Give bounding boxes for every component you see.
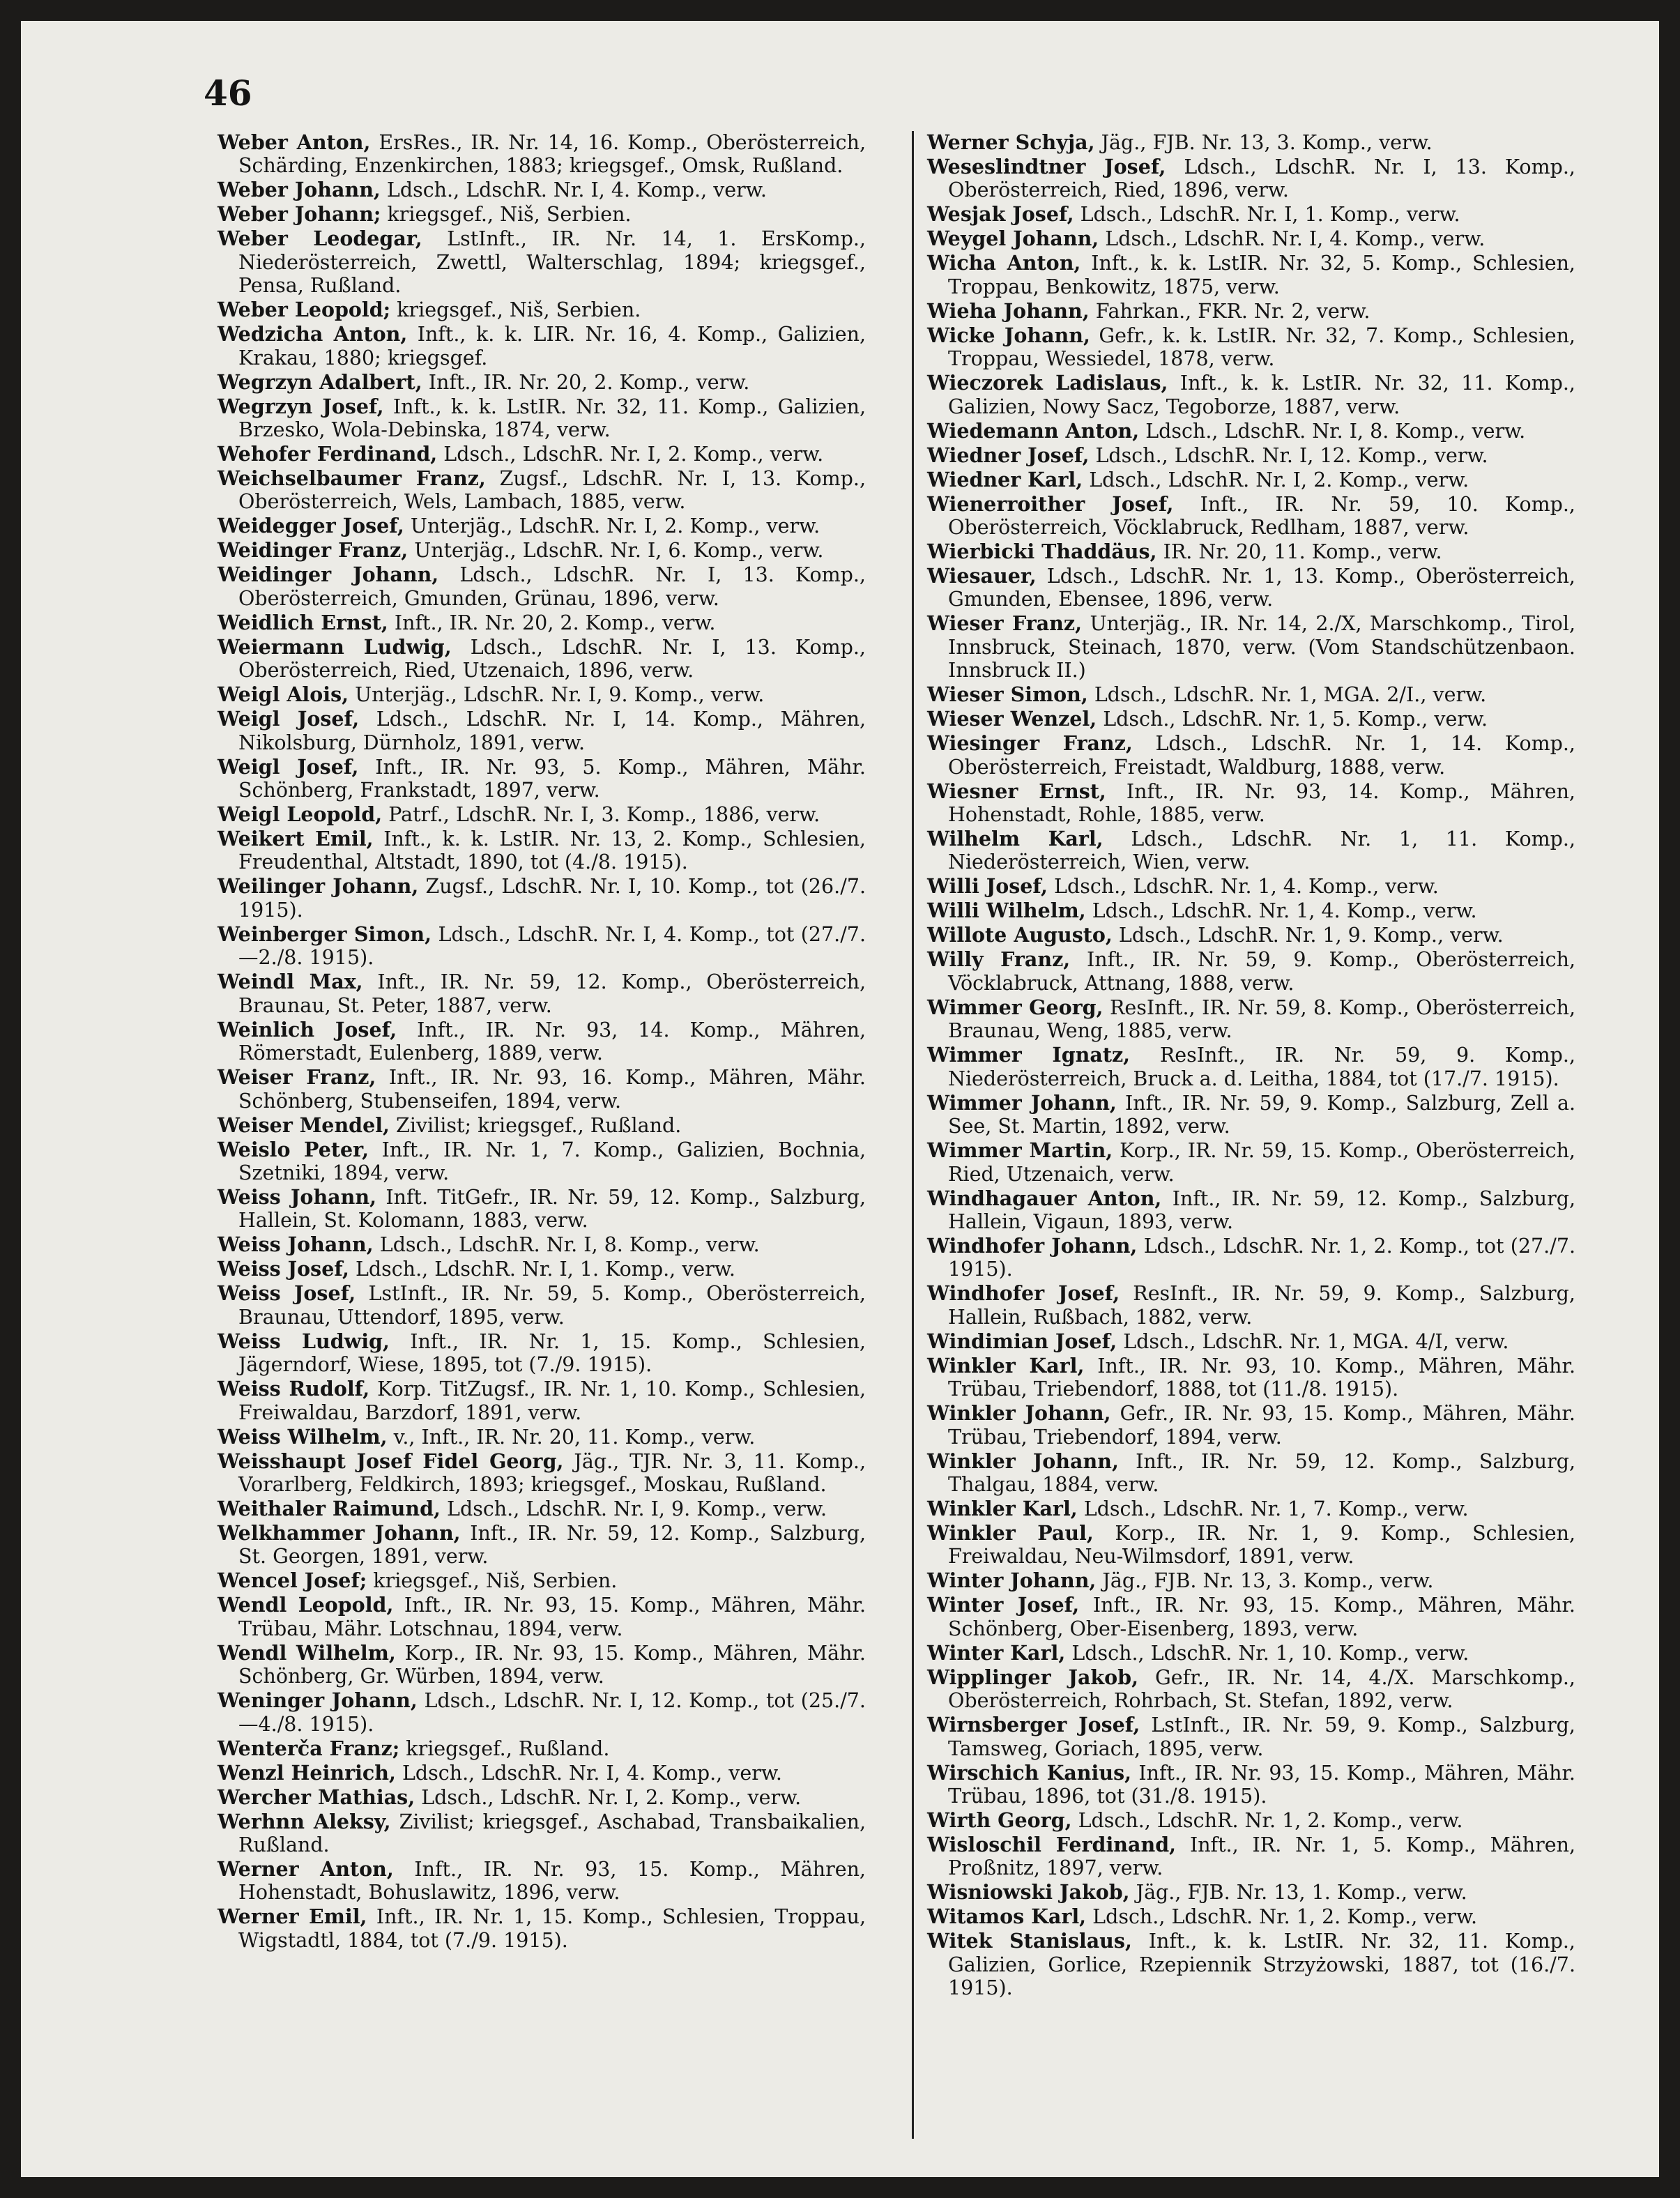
list-entry	[927, 468, 1575, 491]
list-entry	[927, 1714, 1575, 1760]
entry-name: Weigl Josef,	[217, 707, 360, 731]
entry-details: Ldsch., LdschR. Nr. I, 12. Komp., verw.	[1095, 443, 1488, 467]
entry-name: Weigl Leopold,	[217, 802, 383, 827]
list-entry	[217, 371, 866, 394]
entry-details: Korp., IR. Nr. 93, 15. Komp., Mähren, Mähr. Schönberg, Gr. Würben, 1894, verw.	[238, 1641, 866, 1688]
list-entry	[217, 178, 866, 201]
entry-details: Inft., IR. Nr. 93, 15. Komp., Mähren, Mähr. Trübau, 1896, tot (31./8. 1915).	[948, 1761, 1575, 1808]
list-entry	[217, 1569, 866, 1592]
list-entry	[217, 1258, 866, 1281]
entry-details: Korp., IR. Nr. 1, 9. Komp., Schlesien, Freiwaldau, Neu-Wilmsdorf, 1891, verw.	[948, 1521, 1576, 1569]
entry-name: Winkler Johann,	[927, 1401, 1111, 1426]
entry-name: Wenzl Heinrich,	[217, 1760, 396, 1785]
list-entry	[217, 923, 866, 970]
entry-details: ResInft., IR. Nr. 59, 8. Komp., Oberösterreich, Braunau, Weng, 1885, verw.	[948, 995, 1576, 1043]
entry-details: Inft. TitGefr., IR. Nr. 59, 12. Komp., Salzburg, Hallein, St. Kolomann, 1883, verw.	[238, 1185, 866, 1232]
entry-details: IR. Nr. 20, 11. Komp., verw.	[1163, 540, 1442, 564]
entry-details: Inft., IR. Nr. 93, 10. Komp., Mähren, Mähr. Trübau, Triebendorf, 1888, tot (11./8. 1915).	[948, 1354, 1575, 1401]
entry-details: Ldsch., LdschR. Nr. I, 13. Komp., Oberösterreich, Gmunden, Grünau, 1896, verw.	[238, 563, 866, 610]
list-entry	[927, 708, 1575, 731]
entry-name: Winter Johann,	[927, 1569, 1097, 1593]
list-entry	[217, 1737, 866, 1760]
list-entry	[927, 444, 1575, 467]
entry-name: Weiser Franz,	[217, 1065, 376, 1090]
entry-details: Zugsf., LdschR. Nr. I, 13. Komp., Oberösterreich, Wels, Lambach, 1885, verw.	[238, 467, 866, 514]
entry-details: Inft., IR. Nr. 1, 15. Komp., Schlesien, Troppau, Wigstadtl, 1884, tot (7./9. 1915).	[238, 1905, 866, 1952]
entry-name: Weidlich Ernst,	[217, 610, 388, 634]
list-entry	[217, 1138, 866, 1185]
entry-name: Winkler Karl,	[927, 1353, 1085, 1377]
entry-details: ResInft., IR. Nr. 59, 9. Komp., Niederösterreich, Bruck a. d. Leitha, 1884, tot (17./7. 1915).	[948, 1044, 1576, 1090]
entry-name: Willi Josef,	[927, 874, 1048, 899]
entry-details: Inft., IR. Nr. 59, 9. Komp., Salzburg, Zell a. See, St. Martin, 1892, verw.	[948, 1091, 1576, 1138]
left-column	[217, 131, 866, 1953]
list-entry	[927, 1881, 1575, 1904]
entry-details: Inft., IR. Nr. 20, 2. Komp., verw.	[428, 370, 750, 394]
list-entry	[927, 420, 1575, 443]
entry-details: Jäg., FJB. Nr. 13, 3. Komp., verw.	[1101, 131, 1433, 154]
entry-details: Ldsch., LdschR. Nr. I, 4. Komp., verw.	[1105, 227, 1486, 251]
list-entry	[217, 1426, 866, 1449]
list-entry	[217, 803, 866, 826]
list-entry	[927, 948, 1575, 995]
entry-name: Wiesner Ernst,	[927, 779, 1106, 803]
list-entry	[217, 827, 866, 874]
entry-details: kriegsgef., Niš, Serbien.	[373, 1569, 618, 1593]
list-entry	[217, 756, 866, 802]
entry-name: Wedzicha Anton,	[217, 322, 408, 346]
entry-details: Inft., IR. Nr. 59, 12. Komp., Salzburg, Hallein, Vigaun, 1893, verw.	[948, 1186, 1576, 1233]
entry-name: Windimian Josef,	[927, 1329, 1117, 1353]
list-entry	[217, 539, 866, 562]
entry-details: LstInft., IR. Nr. 59, 5. Komp., Oberösterreich, Braunau, Uttendorf, 1895, verw.	[238, 1282, 866, 1329]
entry-details: Inft., IR. Nr. 59, 12. Komp., Salzburg, St. Georgen, 1891, verw.	[238, 1521, 866, 1569]
entry-name: Wesjak Josef,	[927, 202, 1074, 227]
entry-name: Weber Leopold;	[217, 298, 391, 322]
entry-details: Fahrkan., FKR. Nr. 2, verw.	[1095, 299, 1370, 323]
entry-details: Inft., k. k. LstIR. Nr. 32, 11. Komp., Galizien, Brzesko, Wola-Debinska, 1874, verw.	[238, 395, 866, 442]
entry-details: Unterjäg., LdschR. Nr. I, 2. Komp., verw.	[410, 514, 820, 538]
entry-name: Weidinger Franz,	[217, 538, 408, 563]
list-entry	[927, 1092, 1575, 1138]
entry-name: Werner Anton,	[217, 1856, 394, 1881]
list-entry	[217, 203, 866, 226]
list-entry	[927, 155, 1575, 202]
list-entry	[217, 1377, 866, 1424]
entry-details: Inft., IR. Nr. 93, 15. Komp., Mähren, Mähr. Schönberg, Ober-Eisenberg, 1893, verw.	[948, 1594, 1575, 1640]
entry-details: Ldsch., LdschR. Nr. 1, 5. Komp., verw.	[1103, 708, 1488, 731]
entry-name: Weiser Mendel,	[217, 1113, 390, 1137]
entry-name: Wenterča Franz;	[217, 1736, 400, 1760]
entry-name: Wiesinger Franz,	[927, 731, 1133, 756]
entry-details: Ldsch., LdschR. Nr. I, 2. Komp., verw.	[443, 443, 824, 466]
entry-name: Weithaler Raimund,	[217, 1496, 441, 1520]
entry-name: Willote Augusto,	[927, 923, 1113, 947]
entry-name: Weindl Max,	[217, 970, 363, 994]
entry-details: Unterjäg., LdschR. Nr. I, 6. Komp., verw.	[414, 539, 824, 563]
list-entry	[927, 1282, 1575, 1329]
list-entry	[927, 203, 1575, 226]
entry-name: Weninger Johann,	[217, 1688, 418, 1713]
entry-details: Ldsch., LdschR. Nr. I, 1. Komp., verw.	[355, 1258, 735, 1281]
entry-details: Ldsch., LdschR. Nr. 1, 11. Komp., Niederösterreich, Wien, verw.	[948, 827, 1575, 874]
entry-name: Winkler Johann,	[927, 1449, 1119, 1473]
entry-details: Ldsch., LdschR. Nr. I, 13. Komp., Oberösterreich, Ried, Utzenaich, 1896, verw.	[238, 635, 866, 682]
list-entry	[217, 970, 866, 1017]
list-entry	[927, 1522, 1575, 1569]
entry-name: Wisniowski Jakob,	[927, 1880, 1130, 1905]
entry-details: ResInft., IR. Nr. 59, 9. Komp., Salzburg, Hallein, Rußbach, 1882, verw.	[948, 1282, 1575, 1329]
entry-name: Wilhelm Karl,	[927, 827, 1104, 851]
entry-details: Ldsch., LdschR. Nr. 1, 9. Komp., verw.	[1118, 924, 1504, 947]
list-entry	[927, 1594, 1575, 1640]
entry-name: Winkler Paul,	[927, 1520, 1094, 1545]
list-entry	[217, 1450, 866, 1497]
list-entry	[927, 252, 1575, 298]
list-entry	[927, 899, 1575, 922]
entry-name: Wieczorek Ladislaus,	[927, 371, 1168, 395]
entry-name: Werner Schyja,	[927, 130, 1095, 154]
entry-name: Wegrzyn Josef,	[217, 394, 384, 418]
list-entry	[927, 372, 1575, 418]
list-entry	[217, 1594, 866, 1640]
entry-name: Werhnn Aleksy,	[217, 1809, 391, 1833]
entry-details: Inft., IR. Nr. 93, 5. Komp., Mähren, Mähr. Schönberg, Frankstadt, 1897, verw.	[238, 755, 866, 802]
entry-name: Weikert Emil,	[217, 827, 374, 851]
entry-details: Ldsch., LdschR. Nr. I, 4. Komp., tot (27./7.—2./8. 1915).	[238, 922, 866, 970]
entry-name: Weber Anton,	[217, 130, 371, 154]
entry-name: Wieha Johann,	[927, 298, 1090, 323]
list-entry	[217, 1905, 866, 1952]
entry-name: Weilinger Johann,	[217, 874, 419, 899]
entry-details: Unterjäg., IR. Nr. 14, 2./X, Marschkomp., Tirol, Innsbruck, Steinach, 1870, verw. (Vom Standschützenbaon. Innsbruck II.)	[948, 612, 1576, 682]
list-entry	[927, 996, 1575, 1043]
entry-details: Gefr., IR. Nr. 14, 4./X. Marschkomp., Oberösterreich, Rohrbach, St. Stefan, 1892, verw.	[948, 1665, 1575, 1713]
entry-details: Inft., k. k. LstIR. Nr. 13, 2. Komp., Schlesien, Freudenthal, Altstadt, 1890, tot (4./8. 1915).	[238, 827, 866, 874]
list-entry	[927, 1450, 1575, 1497]
entry-details: LstInft., IR. Nr. 59, 9. Komp., Salzburg, Tamsweg, Goriach, 1895, verw.	[948, 1714, 1575, 1760]
list-entry	[927, 1044, 1575, 1090]
entry-name: Wierbicki Thaddäus,	[927, 540, 1157, 564]
entry-details: Inft., k. k. LstIR. Nr. 32, 5. Komp., Schlesien, Troppau, Benkowitz, 1875, verw.	[948, 252, 1575, 298]
entry-name: Weinberger Simon,	[217, 922, 432, 946]
list-entry	[927, 1666, 1575, 1713]
entry-name: Wiedemann Anton,	[927, 418, 1140, 443]
entry-name: Weiss Josef,	[217, 1281, 356, 1306]
entry-name: Weisshaupt Josef Fidel Georg,	[217, 1449, 564, 1473]
list-entry	[217, 683, 866, 706]
entry-details: Gefr., IR. Nr. 93, 15. Komp., Mähren, Mähr. Trübau, Triebendorf, 1894, verw.	[948, 1402, 1575, 1449]
page-number: 46	[204, 72, 252, 114]
entry-details: Inft., IR. Nr. 59, 10. Komp., Oberösterreich, Vöcklabruck, Redlham, 1887, verw.	[948, 492, 1575, 540]
entry-name: Weiermann Ludwig,	[217, 634, 452, 659]
entry-details: Ldsch., LdschR. Nr. 1, 2. Komp., verw.	[1092, 1905, 1477, 1929]
entry-details: Zugsf., LdschR. Nr. I, 10. Komp., tot (26./7. 1915).	[238, 875, 866, 922]
list-entry	[927, 1330, 1575, 1353]
list-entry	[927, 1762, 1575, 1808]
entry-details: Ldsch., LdschR. Nr. 1, 2. Komp., tot (27./7. 1915).	[948, 1234, 1576, 1281]
entry-name: Weislo Peter,	[217, 1137, 369, 1161]
list-entry	[927, 1187, 1575, 1234]
list-entry	[927, 1642, 1575, 1665]
entry-name: Willi Wilhelm,	[927, 899, 1086, 923]
entry-details: Inft., IR. Nr. 1, 7. Komp., Galizien, Bochnia, Szetniki, 1894, verw.	[238, 1138, 866, 1184]
entry-name: Wieser Franz,	[927, 611, 1083, 636]
entry-name: Weiss Rudolf,	[217, 1377, 370, 1401]
list-entry	[217, 1282, 866, 1329]
entry-name: Wirnsberger Josef,	[927, 1713, 1140, 1737]
entry-name: Weber Johann,	[217, 178, 381, 202]
entry-name: Wehofer Ferdinand,	[217, 442, 438, 466]
entry-details: Ldsch., LdschR. Nr. 1, 13. Komp., Oberösterreich, Gmunden, Ebensee, 1896, verw.	[948, 565, 1575, 611]
entry-name: Winkler Karl,	[927, 1496, 1078, 1520]
list-entry	[927, 540, 1575, 563]
entry-details: Ldsch., LdschR. Nr. 1, 2. Komp., verw.	[1078, 1808, 1463, 1832]
entry-details: Inft., IR. Nr. 93, 15. Komp., Mähren, Mähr. Trübau, Mähr. Lotschnau, 1894, verw.	[238, 1594, 866, 1640]
entry-details: Ldsch., LdschR. Nr. I, 13. Komp., Oberösterreich, Ried, 1896, verw.	[948, 155, 1575, 202]
entry-details: Inft., IR. Nr. 20, 2. Komp., verw.	[394, 611, 716, 634]
entry-name: Wimmer Martin,	[927, 1138, 1113, 1163]
list-entry	[927, 1139, 1575, 1186]
list-entry	[217, 395, 866, 442]
entry-name: Windhagauer Anton,	[927, 1186, 1162, 1210]
list-entry	[217, 1330, 866, 1377]
list-entry	[927, 1930, 1575, 1999]
list-entry	[927, 827, 1575, 874]
entry-name: Witamos Karl,	[927, 1905, 1087, 1929]
entry-details: Inft., IR. Nr. 59, 12. Komp., Salzburg, Thalgau, 1884, verw.	[948, 1449, 1576, 1496]
list-entry	[927, 300, 1575, 323]
entry-details: Inft., IR. Nr. 1, 15. Komp., Schlesien, Jägerndorf, Wiese, 1895, tot (7./9. 1915).	[238, 1329, 866, 1377]
right-column	[927, 131, 1575, 2001]
column-divider	[912, 131, 914, 2139]
entry-details: Inft., IR. Nr. 93, 14. Komp., Mähren, Hohenstadt, Rohle, 1885, verw.	[948, 779, 1575, 827]
entry-name: Weygel Johann,	[927, 227, 1099, 251]
entry-name: Wienerroither Josef,	[927, 491, 1174, 516]
entry-name: Weidinger Johann,	[217, 563, 439, 587]
entry-name: Wencel Josef;	[217, 1569, 367, 1593]
entry-name: Windhofer Josef,	[927, 1281, 1120, 1306]
list-entry	[927, 1402, 1575, 1449]
entry-name: Wiedner Josef,	[927, 443, 1090, 467]
list-entry	[217, 1066, 866, 1113]
entry-details: Inft., IR. Nr. 59, 9. Komp., Oberösterreich, Vöcklabruck, Attnang, 1888, verw.	[948, 948, 1576, 995]
list-entry	[927, 924, 1575, 947]
entry-details: ErsRes., IR. Nr. 14, 16. Komp., Oberösterreich, Schärding, Enzenkirchen, 1883; kriegsgef., Omsk, Rußland.	[238, 131, 866, 178]
entry-details: Unterjäg., LdschR. Nr. I, 9. Komp., verw.	[355, 683, 765, 707]
list-entry	[217, 1642, 866, 1688]
entry-name: Willy Franz,	[927, 947, 1071, 972]
list-entry	[927, 1809, 1575, 1832]
entry-details: Jäg., FJB. Nr. 13, 3. Komp., verw.	[1102, 1569, 1434, 1593]
list-entry	[217, 443, 866, 466]
entry-name: Wendl Leopold,	[217, 1593, 394, 1617]
entry-details: Ldsch., LdschR. Nr. 1, MGA. 2/I., verw.	[1094, 683, 1487, 707]
entry-name: Witek Stanislaus,	[927, 1929, 1132, 1953]
entry-details: Ldsch., LdschR. Nr. I, 4. Komp., verw.	[402, 1761, 782, 1785]
entry-details: Ldsch., LdschR. Nr. 1, 10. Komp., verw.	[1071, 1641, 1469, 1665]
list-entry	[217, 708, 866, 754]
list-entry	[927, 1235, 1575, 1281]
entry-details: kriegsgef., Niš, Serbien.	[397, 298, 641, 322]
entry-details: Ldsch., LdschR. Nr. I, 12. Komp., tot (25./7.—4./8. 1915).	[238, 1689, 866, 1736]
entry-name: Weber Johann;	[217, 202, 381, 227]
entry-details: Ldsch., LdschR. Nr. I, 4. Komp., verw.	[386, 178, 767, 202]
list-entry	[217, 1186, 866, 1232]
list-entry	[217, 1810, 866, 1857]
list-entry	[927, 493, 1575, 540]
list-entry	[217, 636, 866, 682]
entry-name: Wirschich Kanius,	[927, 1760, 1132, 1785]
entry-details: Korp., IR. Nr. 59, 15. Komp., Oberösterreich, Ried, Utzenaich, verw.	[948, 1139, 1575, 1186]
entry-details: kriegsgef., Rußland.	[406, 1737, 610, 1760]
list-entry	[927, 1569, 1575, 1592]
entry-name: Wirth Georg,	[927, 1808, 1072, 1832]
entry-details: Inft., IR. Nr. 93, 16. Komp., Mähren, Mähr. Schönberg, Stubenseifen, 1894, verw.	[238, 1066, 866, 1113]
entry-name: Weiss Josef,	[217, 1257, 349, 1281]
list-entry	[217, 563, 866, 610]
entry-details: Ldsch., LdschR. Nr. I, 1. Komp., verw.	[1080, 203, 1460, 227]
entry-name: Wercher Mathias,	[217, 1785, 415, 1809]
entry-name: Wipplinger Jakob,	[927, 1665, 1139, 1689]
list-entry	[927, 1354, 1575, 1401]
entry-details: Inft., k. k. LstIR. Nr. 32, 11. Komp., Galizien, Nowy Sacz, Tegoborze, 1887, verw.	[948, 372, 1575, 418]
entry-name: Werner Emil,	[217, 1905, 367, 1929]
entry-details: Inft., IR. Nr. 93, 14. Komp., Mähren, Römerstadt, Eulenberg, 1889, verw.	[238, 1018, 866, 1065]
entry-details: Jäg., TJR. Nr. 3, 11. Komp., Vorarlberg, Feldkirch, 1893; kriegsgef., Moskau, Rußland.	[238, 1449, 866, 1496]
entry-name: Weigl Alois,	[217, 682, 349, 707]
list-entry	[217, 298, 866, 321]
list-entry	[217, 1497, 866, 1520]
entry-details: Ldsch., LdschR. Nr. I, 2. Komp., verw.	[1089, 468, 1469, 491]
entry-name: Wimmer Ignatz,	[927, 1043, 1131, 1067]
entry-details: Ldsch., LdschR. Nr. I, 8. Komp., verw.	[1145, 419, 1526, 443]
entry-details: Ldsch., LdschR. Nr. 1, 14. Komp., Oberösterreich, Freistadt, Waldburg, 1888, verw.	[948, 732, 1575, 779]
list-entry	[927, 1905, 1575, 1928]
entry-details: Ldsch., LdschR. Nr. I, 8. Komp., verw.	[379, 1233, 760, 1257]
entry-name: Wimmer Johann,	[927, 1090, 1117, 1115]
entry-name: Winter Josef,	[927, 1593, 1080, 1617]
entry-details: Inft., IR. Nr. 59, 12. Komp., Oberösterreich, Braunau, St. Peter, 1887, verw.	[238, 970, 866, 1017]
entry-name: Wisloschil Ferdinand,	[927, 1832, 1177, 1856]
entry-name: Weidegger Josef,	[217, 514, 404, 538]
list-entry	[927, 131, 1575, 154]
entry-details: Patrf., LdschR. Nr. I, 3. Komp., 1886, verw.	[388, 803, 820, 827]
entry-details: v., Inft., IR. Nr. 20, 11. Komp., verw.	[393, 1425, 756, 1449]
list-entry	[927, 1497, 1575, 1520]
entry-name: Wendl Wilhelm,	[217, 1640, 396, 1665]
entry-details: Jäg., FJB. Nr. 13, 1. Komp., verw.	[1136, 1881, 1467, 1905]
entry-details: Zivilist; kriegsgef., Rußland.	[396, 1113, 682, 1137]
entry-details: Korp. TitZugsf., IR. Nr. 1, 10. Komp., Schlesien, Freiwaldau, Barzdorf, 1891, verw.	[238, 1377, 866, 1424]
entry-details: Ldsch., LdschR. Nr. 1, MGA. 4/I, verw.	[1123, 1329, 1509, 1353]
entry-details: Ldsch., LdschR. Nr. 1, 7. Komp., verw.	[1083, 1497, 1469, 1520]
entry-name: Weseslindtner Josef,	[927, 155, 1166, 178]
entry-details: Ldsch., LdschR. Nr. I, 9. Komp., verw.	[447, 1497, 827, 1520]
entry-details: Gefr., k. k. LstIR. Nr. 32, 7. Komp., Schlesien, Troppau, Wessiedel, 1878, verw.	[948, 323, 1575, 371]
entry-details: Zivilist; kriegsgef., Aschabad, Transbaikalien, Rußland.	[238, 1810, 866, 1856]
list-entry	[927, 227, 1575, 250]
entry-name: Weber Leodegar,	[217, 227, 422, 251]
entry-name: Wieser Simon,	[927, 682, 1088, 707]
entry-name: Weichselbaumer Franz,	[217, 466, 486, 491]
list-entry	[927, 732, 1575, 779]
list-entry	[217, 1522, 866, 1569]
entry-name: Wegrzyn Adalbert,	[217, 369, 422, 394]
entry-details: Ldsch., LdschR. Nr. I, 2. Komp., verw.	[421, 1785, 802, 1809]
list-entry	[217, 1858, 866, 1905]
list-entry	[217, 1114, 866, 1137]
entry-name: Weiss Johann,	[217, 1184, 376, 1209]
entry-details: Inft., k. k. LstIR. Nr. 32, 11. Komp., Galizien, Gorlice, Rzepiennik Strzyżowski, 1887, tot (16./7. 1915).	[948, 1930, 1575, 2000]
entry-details: Inft., IR. Nr. 93, 15. Komp., Mähren, Hohenstadt, Bohuslawitz, 1896, verw.	[238, 1857, 866, 1905]
list-entry	[927, 612, 1575, 682]
list-entry	[927, 683, 1575, 706]
entry-name: Wiesauer,	[927, 564, 1037, 588]
entry-name: Wimmer Georg,	[927, 995, 1104, 1019]
entry-details: Ldsch., LdschR. Nr. I, 14. Komp., Mähren, Nikolsburg, Dürnholz, 1891, verw.	[238, 708, 866, 754]
entry-name: Weinlich Josef,	[217, 1017, 397, 1041]
entry-name: Weiss Ludwig,	[217, 1329, 390, 1353]
list-entry	[927, 324, 1575, 371]
list-entry	[217, 1233, 866, 1256]
entry-name: Wicha Anton,	[927, 251, 1081, 275]
list-entry	[217, 1762, 866, 1785]
entry-name: Weiss Wilhelm,	[217, 1424, 388, 1449]
list-entry	[927, 565, 1575, 611]
entry-name: Welkhammer Johann,	[217, 1520, 461, 1545]
list-entry	[927, 780, 1575, 827]
entry-name: Wieser Wenzel,	[927, 707, 1097, 731]
entry-details: LstInft., IR. Nr. 14, 1. ErsKomp., Niederösterreich, Zwettl, Walterschlag, 1894; kriegsgef., Pensa, Rußland.	[238, 227, 866, 298]
entry-name: Wicke Johann,	[927, 323, 1090, 347]
list-entry	[217, 1018, 866, 1065]
list-entry	[217, 1786, 866, 1809]
list-entry	[927, 875, 1575, 898]
list-entry	[217, 131, 866, 178]
entry-details: Inft., IR. Nr. 1, 5. Komp., Mähren, Proßnitz, 1897, verw.	[948, 1833, 1576, 1880]
entry-details: Ldsch., LdschR. Nr. 1, 4. Komp., verw.	[1054, 875, 1439, 899]
list-entry	[927, 1833, 1575, 1880]
list-entry	[217, 323, 866, 369]
entry-name: Windhofer Johann,	[927, 1233, 1138, 1258]
list-entry	[217, 611, 866, 634]
entry-name: Weiss Johann,	[217, 1232, 374, 1257]
list-entry	[217, 467, 866, 514]
list-entry	[217, 875, 866, 922]
entry-name: Winter Karl,	[927, 1640, 1066, 1665]
entry-name: Weigl Josef,	[217, 754, 359, 779]
list-entry	[217, 1689, 866, 1736]
entry-details: kriegsgef., Niš, Serbien.	[387, 203, 632, 227]
list-entry	[217, 227, 866, 297]
entry-details: Ldsch., LdschR. Nr. 1, 4. Komp., verw.	[1092, 899, 1477, 923]
entry-name: Wiedner Karl,	[927, 467, 1083, 491]
entry-details: Inft., k. k. LIR. Nr. 16, 4. Komp., Galizien, Krakau, 1880; kriegsgef.	[238, 323, 866, 369]
list-entry	[217, 514, 866, 537]
